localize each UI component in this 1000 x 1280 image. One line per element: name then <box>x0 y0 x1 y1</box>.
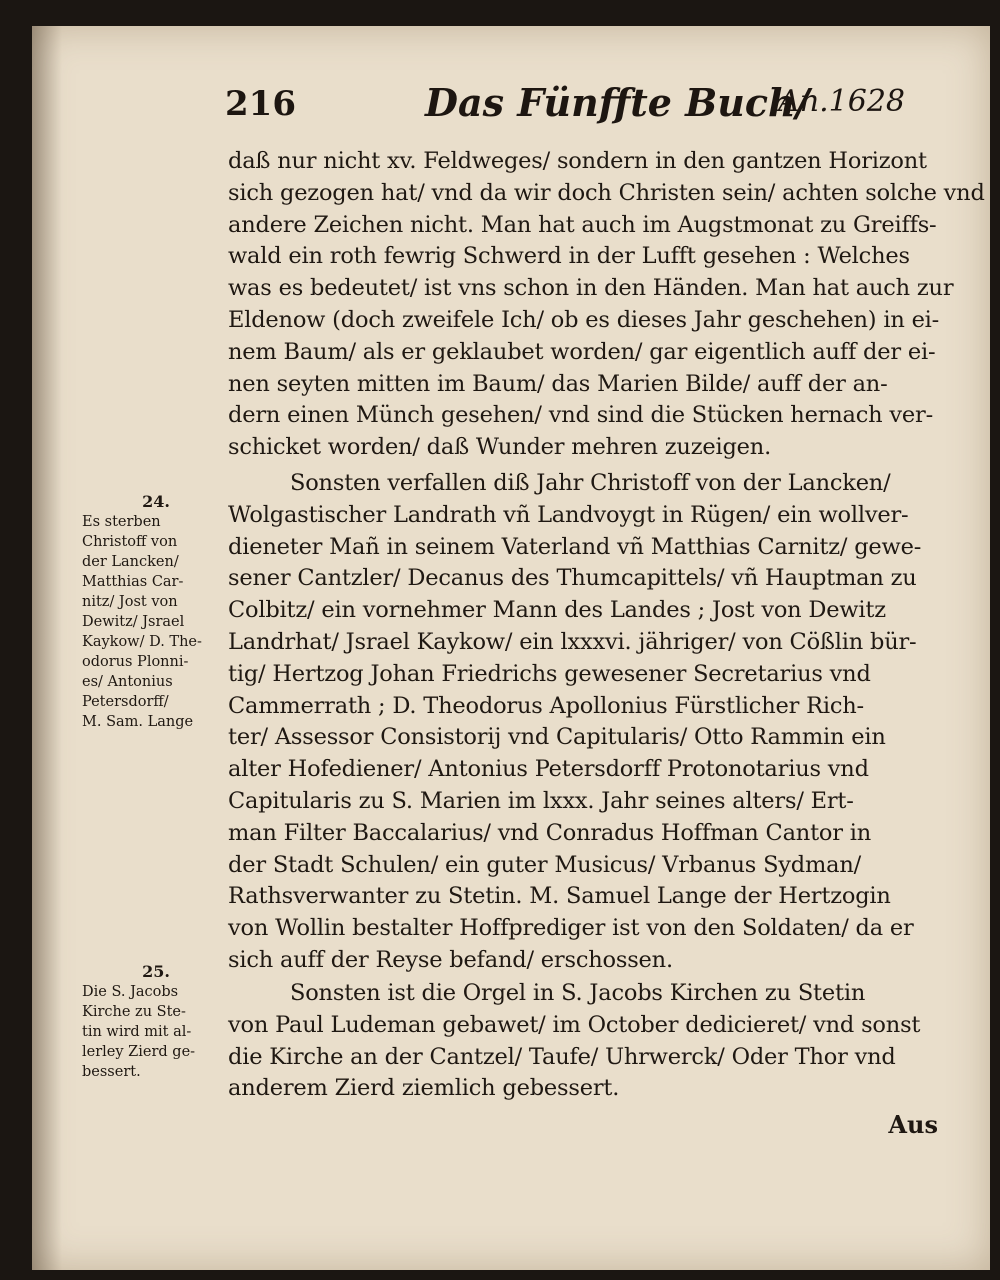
paragraph-2 <box>228 468 922 977</box>
text-line: der Stadt Schulen/ ein guter Musicus/ Vrbanus Sydman/ <box>228 851 862 878</box>
margin-note-line: nitz/ Jost von <box>82 594 178 610</box>
margin-note-line: Kirche zu Ste- <box>82 1004 186 1020</box>
catchword: Aus <box>888 1110 938 1139</box>
margin-note-line: bessert. <box>82 1064 141 1080</box>
margin-note-line: Es sterben <box>82 514 161 530</box>
text-line: von Paul Ludeman gebawet/ im October dedicieret/ vnd sonst <box>228 1011 921 1038</box>
margin-note-line: M. Sam. Lange <box>82 714 194 730</box>
text-line: nen seyten mitten im Baum/ das Marien Bilde/ auff der an- <box>228 370 888 397</box>
spine-shadow <box>32 26 62 1270</box>
text-line: Sonsten verfallen diß Jahr Christoff von der Lancken/ <box>290 470 891 496</box>
text-line: anderem Zierd ziemlich gebessert. <box>228 1075 620 1102</box>
margin-note-line: Matthias Car- <box>82 574 184 590</box>
text-line: sich auff der Reyse befand/ erschossen. <box>228 946 673 973</box>
text-line: Rathsverwanter zu Stetin. M. Samuel Lange der Hertzogin <box>228 883 891 910</box>
text-line: Wolgastischer Landrath vñ Landvoygt in Rügen/ ein wollver- <box>228 501 909 528</box>
text-line: die Kirche an der Cantzel/ Taufe/ Uhrwerck/ Oder Thor vnd <box>228 1043 896 1070</box>
margin-note-line: Kaykow/ D. The- <box>82 634 202 650</box>
text-line: von Wollin bestalter Hoffprediger ist von den Soldaten/ da er <box>228 915 914 942</box>
margin-note-line: Dewitz/ Jsrael <box>82 614 185 630</box>
paragraph-3 <box>228 978 921 1105</box>
text-line: sich gezogen hat/ vnd da wir doch Christen sein/ achten solche vnd <box>228 179 985 206</box>
year-mark: An.1628 <box>778 84 905 119</box>
page-number: 216 <box>225 84 296 124</box>
margin-note-line: der Lancken/ <box>82 554 179 570</box>
text-line: Colbitz/ ein vornehmer Mann des Landes ; Jost von Dewitz <box>228 597 886 624</box>
margin-note-24 <box>82 492 230 732</box>
margin-note-line: es/ Antonius <box>82 674 173 690</box>
margin-note-line: lerley Zierd ge- <box>82 1044 196 1060</box>
text-line: Sonsten ist die Orgel in S. Jacobs Kirchen zu Stetin <box>290 980 866 1006</box>
text-line: tig/ Hertzog Johan Friedrichs gewesener Secretarius vnd <box>228 660 871 687</box>
margin-note-number: 24. <box>142 492 170 511</box>
margin-note-line: tin wird mit al- <box>82 1024 192 1040</box>
text-line: dern einen Münch gesehen/ vnd sind die Stücken hernach ver- <box>228 402 934 429</box>
text-line: man Filter Baccalarius/ vnd Conradus Hoffman Cantor in <box>228 819 872 846</box>
text-line: Capitularis zu S. Marien im lxxx. Jahr seines alters/ Ert- <box>228 787 854 814</box>
text-line: alter Hofediener/ Antonius Petersdorff Protonotarius vnd <box>228 756 869 783</box>
margin-note-25 <box>82 962 230 1082</box>
text-line: schicket worden/ daß Wunder mehren zuzeigen. <box>228 434 772 461</box>
margin-note-number: 25. <box>142 962 170 981</box>
margin-note-line: odorus Plonni- <box>82 654 189 670</box>
text-line: Landrhat/ Jsrael Kaykow/ ein lxxxvi. jähriger/ von Cößlin bür- <box>228 628 917 655</box>
text-line: was es bedeutet/ ist vns schon in den Händen. Man hat auch zur <box>228 275 954 302</box>
margin-note-line: Christoff von <box>82 534 178 550</box>
text-line: dieneter Mañ in seinem Vaterland vñ Matthias Carnitz/ gewe- <box>228 533 922 560</box>
paragraph-1 <box>228 146 985 464</box>
text-line: andere Zeichen nicht. Man hat auch im Augstmonat zu Greiffs- <box>228 211 937 238</box>
page-header <box>225 80 905 128</box>
text-line: wald ein roth fewrig Schwerd in der Lufft gesehen : Welches <box>228 243 910 270</box>
text-line: Eldenow (doch zweifele Ich/ ob es dieses Jahr geschehen) in ei- <box>228 306 940 333</box>
margin-note-line: Die S. Jacobs <box>82 984 179 1000</box>
text-line: nem Baum/ als er geklaubet worden/ gar eigentlich auff der ei- <box>228 338 936 365</box>
text-line: daß nur nicht xv. Feldweges/ sondern in den gantzen Horizont <box>228 148 927 174</box>
text-line: sener Cantzler/ Decanus des Thumcapittels/ vñ Hauptman zu <box>228 565 917 592</box>
running-title: Das Fünffte Buch/ <box>425 80 810 125</box>
text-line: ter/ Assessor Consistorij vnd Capitularis/ Otto Rammin ein <box>228 724 886 751</box>
text-line: Cammerrath ; D. Theodorus Apollonius Fürstlicher Rich- <box>228 692 864 719</box>
margin-note-line: Petersdorff/ <box>82 694 169 710</box>
